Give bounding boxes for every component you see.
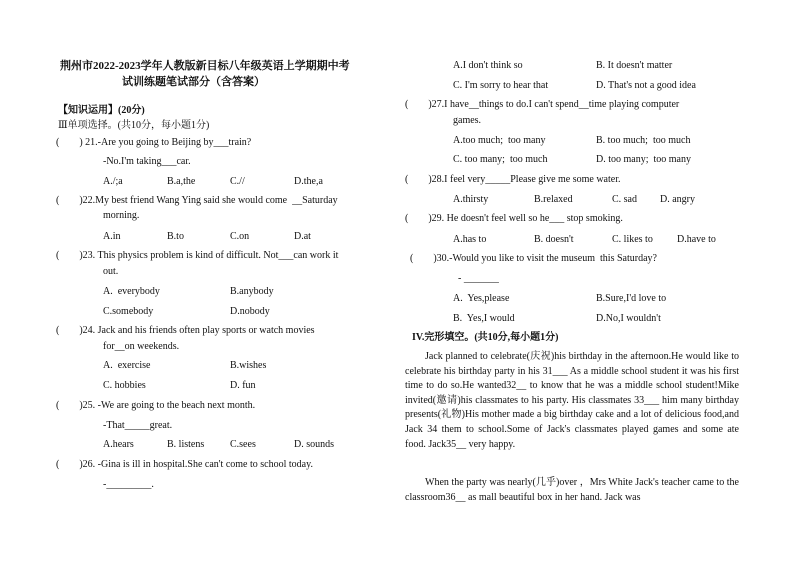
question-29-option-a: A.has to [453, 234, 487, 245]
question-28-stem: ( )28.I feel very_____Please give me some water. [405, 174, 621, 185]
question-29-option-c: C. likes to [612, 234, 653, 245]
section-heading-knowledge: 【知识运用】(20分) [58, 105, 145, 116]
question-25-option-a: A.hears [103, 439, 134, 450]
question-30-line2: - _______ [458, 273, 499, 284]
question-21-option-a: A./;a [103, 176, 123, 187]
question-29-stem: ( )29. He doesn't feel well so he___ stop smoking. [405, 213, 623, 224]
question-25-option-c: C.sees [230, 439, 256, 450]
question-24-option-c: C. hobbies [103, 380, 146, 391]
question-28-option-b: B.relaxed [534, 194, 573, 205]
question-21-stem: ( ) 21.-Are you going to Beijing by___train? [56, 137, 252, 148]
question-21-option-d: D.the,a [294, 176, 323, 187]
section-heading-multiple-choice: Ⅲ单项选择。(共10分，每小题1分) [58, 120, 210, 131]
question-22-option-c: C.on [230, 231, 250, 242]
cloze-passage-paragraph-2: When the party was nearly(几乎)over ，Mrs White Jack's teacher came to the classroom36__ as mall beautiful box in her hand. Jack was [405, 477, 739, 503]
question-28-option-d: D. angry [660, 194, 695, 205]
question-26-line2: -_________. [103, 479, 154, 490]
question-21-option-b: B.a,the [167, 176, 196, 187]
question-24-option-d: D. fun [230, 380, 256, 391]
question-30-option-b: B.Sure,I'd love to [596, 293, 667, 304]
question-23-line2: out. [103, 266, 119, 277]
question-23-option-c: C.somebody [103, 306, 154, 317]
question-22-stem: ( )22.My best friend Wang Ying said she would come __Saturday [56, 195, 338, 206]
question-26-option-d: D. That's not a good idea [596, 80, 696, 91]
question-30-option-c: B. Yes,I would [453, 313, 515, 324]
question-23-stem: ( )23. This physics problem is kind of difficult. Not___can work it [56, 250, 339, 261]
question-21-line2: -No.I'm taking___car. [103, 156, 191, 167]
question-22-line2: morning. [103, 210, 140, 221]
title-line-2: 试训练题笔试部分（含答案） [122, 76, 265, 88]
question-26-option-b: B. It doesn't matter [596, 60, 673, 71]
question-23-option-a: A. everybody [103, 286, 160, 297]
question-29-option-b: B. doesn't [534, 234, 574, 245]
question-30-option-a: A. Yes,please [453, 293, 510, 304]
question-29-option-d: D.have to [677, 234, 716, 245]
question-30-option-d: D.No,I wouldn't [596, 313, 661, 324]
question-21-option-c: C.// [230, 176, 245, 187]
question-25-option-b: B. listens [167, 439, 205, 450]
question-27-stem: ( )27.I have__things to do.I can't spend__time playing computer [405, 99, 680, 110]
question-25-stem: ( )25. -We are going to the beach next month. [56, 400, 256, 411]
question-26-option-a: A.I don't think so [453, 60, 523, 71]
question-27-option-b: B. too much; too much [596, 135, 691, 146]
question-25-option-d: D. sounds [294, 439, 335, 450]
question-28-option-a: A.thirsty [453, 194, 489, 205]
question-22-option-a: A.in [103, 231, 121, 242]
question-25-line2: -That_____great. [103, 420, 173, 431]
question-27-option-d: D. too many; too many [596, 154, 691, 165]
cloze-passage-paragraph-1: Jack planned to celebrate(庆祝)his birthday in the afternoon.He would like to celebrate his birthday party in his 31___ As a middle school student it was his first time to do so.He wanted32__ to know that he was a middle school student!Mike invited(邀请)his classmates to his party. His classmates 33___ him many birthday presents(礼物)His mother made a big birthday cake and a lot of delicious food,and Jack 34 them to school.Some of Jack's classmates played games and some ate food. Jack35__ very happy. [405, 351, 739, 450]
question-24-stem: ( )24. Jack and his friends often play sports or watch movies [56, 325, 315, 336]
question-22-option-b: B.to [167, 231, 184, 242]
question-26-option-c: C. I'm sorry to hear that [453, 80, 549, 91]
question-23-option-d: D.nobody [230, 306, 270, 317]
question-24-option-a: A. exercise [103, 360, 151, 371]
section-heading-cloze: IV.完形填空。(共10分,每小题1分) [412, 332, 559, 343]
question-28-option-c: C. sad [612, 194, 637, 205]
question-27-line2: games. [453, 115, 482, 126]
question-27-option-a: A.too much; too many [453, 135, 546, 146]
title-line-1: 荆州市2022-2023学年人教版新目标八年级英语上学期期中考 [60, 60, 350, 72]
question-26-stem: ( )26. -Gina is ill in hospital.She can't come to school today. [56, 459, 313, 470]
question-27-option-c: C. too many; too much [453, 154, 548, 165]
question-30-stem: ( )30.-Would you like to visit the museum this Saturday? [410, 253, 657, 264]
question-22-option-d: D.at [294, 231, 311, 242]
question-23-option-b: B.anybody [230, 286, 274, 297]
question-24-option-b: B.wishes [230, 360, 267, 371]
question-24-line2: for__on weekends. [103, 341, 180, 352]
